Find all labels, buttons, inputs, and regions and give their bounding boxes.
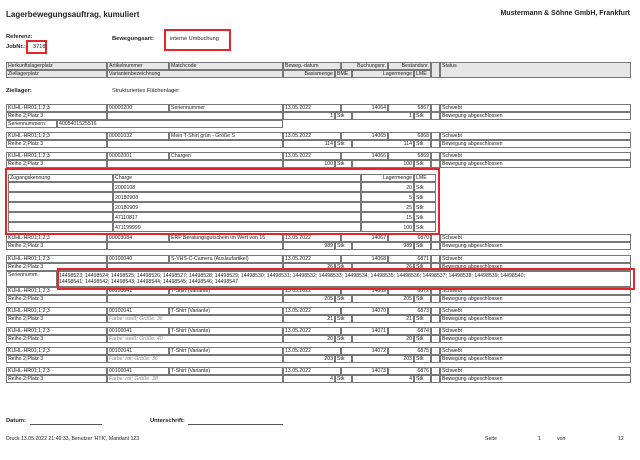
row-herkunft: KÜHL-HR01;1;2;3 (6, 234, 107, 242)
highlight-box-charge (5, 168, 440, 235)
row-matchcode: T-Shirt (Variante) (169, 347, 283, 355)
row-status-detail: Bewegung abgeschlossen (440, 242, 631, 250)
row-checkbox-1 (431, 327, 440, 335)
row-basismenge: 4 (283, 375, 335, 383)
charge-col-zugang: Zugangskennung (8, 174, 113, 182)
charge-row-charge: 20180909 (113, 202, 361, 212)
charge-row-menge: 20 (361, 182, 414, 192)
row-status-detail: Bewegung abgeschlossen (440, 263, 631, 271)
charge-row-menge: 25 (361, 202, 414, 212)
charge-row-charge: 471199999 (113, 222, 361, 232)
charge-col-lme: LME (414, 174, 436, 182)
row-bestandsnr: 6870 (388, 234, 431, 242)
row-checkbox-1 (431, 255, 440, 263)
row-status-detail: Bewegung abgeschlossen (440, 335, 631, 343)
row-artikelnummer: 00002001 (107, 152, 169, 160)
row-basismenge: 205 (283, 295, 335, 303)
row-datum: 13.05.2022 (283, 104, 341, 112)
unterschrift-line (188, 424, 283, 425)
charge-row-charge: 2000108 (113, 182, 361, 192)
col-bestandsnr: Bestandsnr. (388, 62, 431, 70)
row-bme: Stk (335, 112, 352, 120)
row-matchcode: ERP Beratungsgutschein im Wert von 15 (169, 234, 283, 242)
row-herkunft: KÜHL-HR01;1;2;3 (6, 347, 107, 355)
row-status: Schwebt (440, 287, 631, 295)
ziellager-label: Ziellager: (6, 88, 32, 94)
highlight-box-serials (57, 268, 635, 290)
row-artikelnummer: 00001032 (107, 132, 169, 140)
row-artikelnummer: 00100041 (107, 327, 169, 335)
row-buchungsnr: 14066 (341, 152, 388, 160)
row-lagermenge: 989 (352, 242, 414, 250)
row-artikelnummer: 00100041 (107, 367, 169, 375)
jobnr-value: 3718 (33, 44, 46, 50)
row-bestandsnr: 6876 (388, 367, 431, 375)
row-matchcode: Seriennummer (169, 104, 283, 112)
row-variante (107, 112, 283, 120)
row-bme: Stk (335, 295, 352, 303)
charge-col-charge: Charge (113, 174, 361, 182)
footer-print-info: Druck 13.05.2022 21:49:33, Benutzer 'HTK', Mandant 123 (6, 436, 140, 442)
row-lme: Stk (414, 355, 431, 363)
row-checkbox-2 (431, 140, 440, 148)
row-variante (107, 140, 283, 148)
row-status: Schwebt (440, 255, 631, 263)
unterschrift-label: Unterschrift: (150, 418, 185, 424)
row-variante: Farbe: weiß; Größe: 40 (107, 335, 283, 343)
charge-row-charge: 20180908 (113, 192, 361, 202)
highlight-box-bewegungsart (164, 29, 231, 51)
row-serial-label: Seriennummern: (6, 120, 57, 128)
charge-col-lagermenge: Lagermenge (361, 174, 414, 182)
row-bme: Stk (335, 375, 352, 383)
row-bme: Stk (335, 355, 352, 363)
referenz-label: Referenz: (6, 34, 33, 40)
row-datum: 13.05.2022 (283, 234, 341, 242)
row-herkunft: KÜHL-HR01;1;2;3 (6, 152, 107, 160)
row-checkbox-1 (431, 132, 440, 140)
row-ziel: Reihe 2;Platz 3 (6, 112, 107, 120)
row-checkbox-1 (431, 347, 440, 355)
row-status: Schwebt (440, 234, 631, 242)
row-checkbox-2 (431, 335, 440, 343)
row-datum: 13.05.2022 (283, 287, 341, 295)
row-variante (107, 242, 283, 250)
row-lagermenge: 20 (352, 335, 414, 343)
row-basismenge: 20 (283, 335, 335, 343)
row-checkbox-1 (431, 307, 440, 315)
row-herkunft: KÜHL-HR01;1;2;3 (6, 367, 107, 375)
row-herkunft: KÜHL-HR01;1;2;3 (6, 132, 107, 140)
col-datum: Beweg.-datum (283, 62, 341, 70)
row-bestandsnr: 6869 (388, 152, 431, 160)
row-serial-value: 4005401525516 (57, 120, 283, 128)
row-checkbox-2 (431, 242, 440, 250)
highlight-box-jobnr (26, 40, 47, 54)
row-bestandsnr: 6875 (388, 347, 431, 355)
col-herkunft: Herkunftslagerplatz (6, 62, 107, 70)
footer-von-label: von (557, 436, 566, 442)
datum-label: Datum: (6, 418, 26, 424)
row-lagermenge: 21 (352, 315, 414, 323)
col-lme: LME (414, 70, 431, 78)
row-bestandsnr: 6874 (388, 327, 431, 335)
row-datum: 13.05.2022 (283, 327, 341, 335)
row-artikelnummer: 00000200 (107, 104, 169, 112)
document-title: Lagerbewegungsauftrag, kumuliert (6, 10, 140, 19)
row-matchcode: T-Shirt (Variante) (169, 287, 283, 295)
row-status-detail: Bewegung abgeschlossen (440, 355, 631, 363)
row-variante: Farbe: weiß; Größe: 36 (107, 315, 283, 323)
row-datum: 13.05.2022 (283, 152, 341, 160)
row-herkunft: KÜHL-HR01;1;2;3 (6, 287, 107, 295)
footer-page-number: 1 (538, 436, 541, 442)
row-matchcode: T-Shirt (Variante) (169, 307, 283, 315)
row-checkbox-1 (431, 104, 440, 112)
row-bestandsnr: 6871 (388, 255, 431, 263)
row-bme: Stk (335, 242, 352, 250)
row-herkunft: KÜHL-HR01;1;2;3 (6, 104, 107, 112)
row-status: Schwebt (440, 132, 631, 140)
row-status: Schwebt (440, 327, 631, 335)
row-basismenge: 114 (283, 140, 335, 148)
row-ziel: Reihe 2;Platz 3 (6, 140, 107, 148)
row-lagermenge: 203 (352, 355, 414, 363)
row-basismenge: 21 (283, 315, 335, 323)
row-status: Schwebt (440, 307, 631, 315)
row-status-detail: Bewegung abgeschlossen (440, 315, 631, 323)
row-lme: Stk (414, 375, 431, 383)
row-herkunft: KÜHL-HR01;1;2;3 (6, 255, 107, 263)
row-lagermenge: 205 (352, 295, 414, 303)
row-lme: Stk (414, 263, 431, 271)
row-matchcode: T-Shirt (Variante) (169, 327, 283, 335)
row-ziel: Reihe 2;Platz 3 (6, 335, 107, 343)
row-checkbox-2 (431, 315, 440, 323)
row-buchungsnr: 14073 (341, 367, 388, 375)
row-herkunft: KÜHL-HR01;1;2;3 (6, 327, 107, 335)
row-status: Schwebt (440, 367, 631, 375)
row-lagermenge: 26 (352, 263, 414, 271)
serial-line-1: 14498523; 14498524; 14498525; 14498526; 14498527; 14498528; 14498529; 14498530; 14498531; 14498532; 14498533; 14498534; 14498535; 14498536; 14498537; 14498538; 14498539; 14498540; (59, 273, 525, 279)
row-checkbox-2 (431, 112, 440, 120)
charge-row-menge: 15 (361, 212, 414, 222)
row-ziel: Reihe 2;Platz 3 (6, 242, 107, 250)
row-matchcode: S-VHS-C-Camera (Auslaufartikel) (169, 255, 283, 263)
row-ziel: Reihe 2;Platz 3 (6, 295, 107, 303)
row-ziel: Reihe 2;Platz 3 (6, 375, 107, 383)
charge-row-charge: 47110817 (113, 212, 361, 222)
row-buchungsnr: 14072 (341, 347, 388, 355)
row-basismenge: 100 (283, 160, 335, 168)
row-status: Schwebt (440, 347, 631, 355)
row-matchcode: Mein T-Shirt grün - Größe S (169, 132, 283, 140)
row-variante (107, 160, 283, 168)
row-matchcode: T-Shirt (Variante) (169, 367, 283, 375)
row-bme: Stk (335, 315, 352, 323)
row-buchungsnr: 14070 (341, 307, 388, 315)
row-checkbox-2 (431, 375, 440, 383)
charge-row-lme: Stk (414, 192, 436, 202)
row-lagermenge: 4 (352, 375, 414, 383)
bewegungsart-label: Bewegungsart: (112, 36, 154, 42)
row-matchcode: Chargen (169, 152, 283, 160)
col-status: Status (440, 62, 631, 78)
ziellager-value: Strukturiertes Flächenlager (112, 88, 180, 94)
row-lagermenge: 114 (352, 140, 414, 148)
row-basismenge: 26 (283, 263, 335, 271)
row-lme: Stk (414, 295, 431, 303)
row-artikelnummer: 00100040 (107, 255, 169, 263)
row-lagermenge: 100 (352, 160, 414, 168)
charge-row-menge: 5 (361, 192, 414, 202)
row-buchungsnr: 14064 (341, 104, 388, 112)
col-artikelnummer: Artikelnummer (107, 62, 169, 70)
row-bestandsnr: 6867 (388, 104, 431, 112)
row-lme: Stk (414, 160, 431, 168)
charge-row-lme: Stk (414, 202, 436, 212)
col-buchungsnr: Buchungsnr. (341, 62, 388, 70)
row-buchungsnr: 14071 (341, 327, 388, 335)
col-check (431, 62, 440, 78)
row-bestandsnr: 6872 (388, 287, 431, 295)
row-checkbox-2 (431, 355, 440, 363)
row-variante: Farbe: rot; Größe: 38 (107, 375, 283, 383)
row-bme: Stk (335, 335, 352, 343)
row-datum: 13.05.2022 (283, 132, 341, 140)
row-datum: 13.05.2022 (283, 367, 341, 375)
row-artikelnummer: 00100041 (107, 287, 169, 295)
row-lme: Stk (414, 315, 431, 323)
row-status-detail: Bewegung abgeschlossen (440, 140, 631, 148)
row-buchungsnr: 14068 (341, 255, 388, 263)
row-lme: Stk (414, 242, 431, 250)
row-status-detail: Bewegung abgeschlossen (440, 160, 631, 168)
row-datum: 13.05.2022 (283, 255, 341, 263)
row-checkbox-1 (431, 234, 440, 242)
row-status: Schwebt (440, 104, 631, 112)
row-herkunft: KÜHL-HR01;1;2;3 (6, 307, 107, 315)
footer-seite-label: Seite (485, 436, 497, 442)
row-ziel: Reihe 2;Platz 3 (6, 263, 107, 271)
row-status-detail: Bewegung abgeschlossen (440, 375, 631, 383)
serial-line-2: 14498541; 14498542; 14498543; 14498544; 14498545; 14498546; 14498547 (59, 279, 238, 285)
row-checkbox-2 (431, 295, 440, 303)
charge-row-lme: Stk (414, 222, 436, 232)
row-bme: Stk (335, 263, 352, 271)
row-lme: Stk (414, 140, 431, 148)
row-bme: Stk (335, 140, 352, 148)
row-buchungsnr: 14065 (341, 132, 388, 140)
row-bme: Stk (335, 160, 352, 168)
col-matchcode: Matchcode (169, 62, 283, 70)
jobnr-label: JobNr.: (6, 44, 26, 50)
row-checkbox-2 (431, 160, 440, 168)
row-basismenge: 989 (283, 242, 335, 250)
datum-line (30, 424, 102, 425)
company-name: Mustermann & Söhne GmbH, Frankfurt (500, 10, 630, 17)
col-variante: Variantenbezeichnung (107, 70, 283, 78)
row-datum: 13.05.2022 (283, 347, 341, 355)
row-checkbox-1 (431, 152, 440, 160)
col-basismenge: Basismenge (283, 70, 335, 78)
charge-row-menge: 100 (361, 222, 414, 232)
row-artikelnummer: 00100041 (107, 347, 169, 355)
row-datum: 13.05.2022 (283, 307, 341, 315)
row-ziel: Reihe 2;Platz 3 (6, 160, 107, 168)
row-lme: Stk (414, 335, 431, 343)
charge-row-lme: Stk (414, 212, 436, 222)
row-artikelnummer: 00003084 (107, 234, 169, 242)
row-bestandsnr: 6868 (388, 132, 431, 140)
charge-row-lme: Stk (414, 182, 436, 192)
row-lme: Stk (414, 112, 431, 120)
row-artikelnummer: 00100041 (107, 307, 169, 315)
row-basismenge: 203 (283, 355, 335, 363)
row-lagermenge: 1 (352, 112, 414, 120)
row-variante (107, 295, 283, 303)
row-status: Schwebt (440, 152, 631, 160)
row-checkbox-1 (431, 367, 440, 375)
serial-label: Seriennumm. (6, 271, 57, 287)
row-ziel: Reihe 2;Platz 3 (6, 355, 107, 363)
row-status-detail: Bewegung abgeschlossen (440, 295, 631, 303)
row-status-detail: Bewegung abgeschlossen (440, 112, 631, 120)
row-buchungsnr: 14069 (341, 287, 388, 295)
row-variante: Farbe: rot; Größe: 36 (107, 355, 283, 363)
col-ziel: Ziellagerplatz (6, 70, 107, 78)
row-buchungsnr: 14067 (341, 234, 388, 242)
row-basismenge: 1 (283, 112, 335, 120)
footer-total-pages: 12 (618, 436, 624, 442)
row-ziel: Reihe 2;Platz 3 (6, 315, 107, 323)
bewegungsart-value: interne Umbuchung (170, 36, 219, 42)
col-lagermenge: Lagermenge (352, 70, 414, 78)
col-bme: BME (335, 70, 352, 78)
row-bestandsnr: 6873 (388, 307, 431, 315)
